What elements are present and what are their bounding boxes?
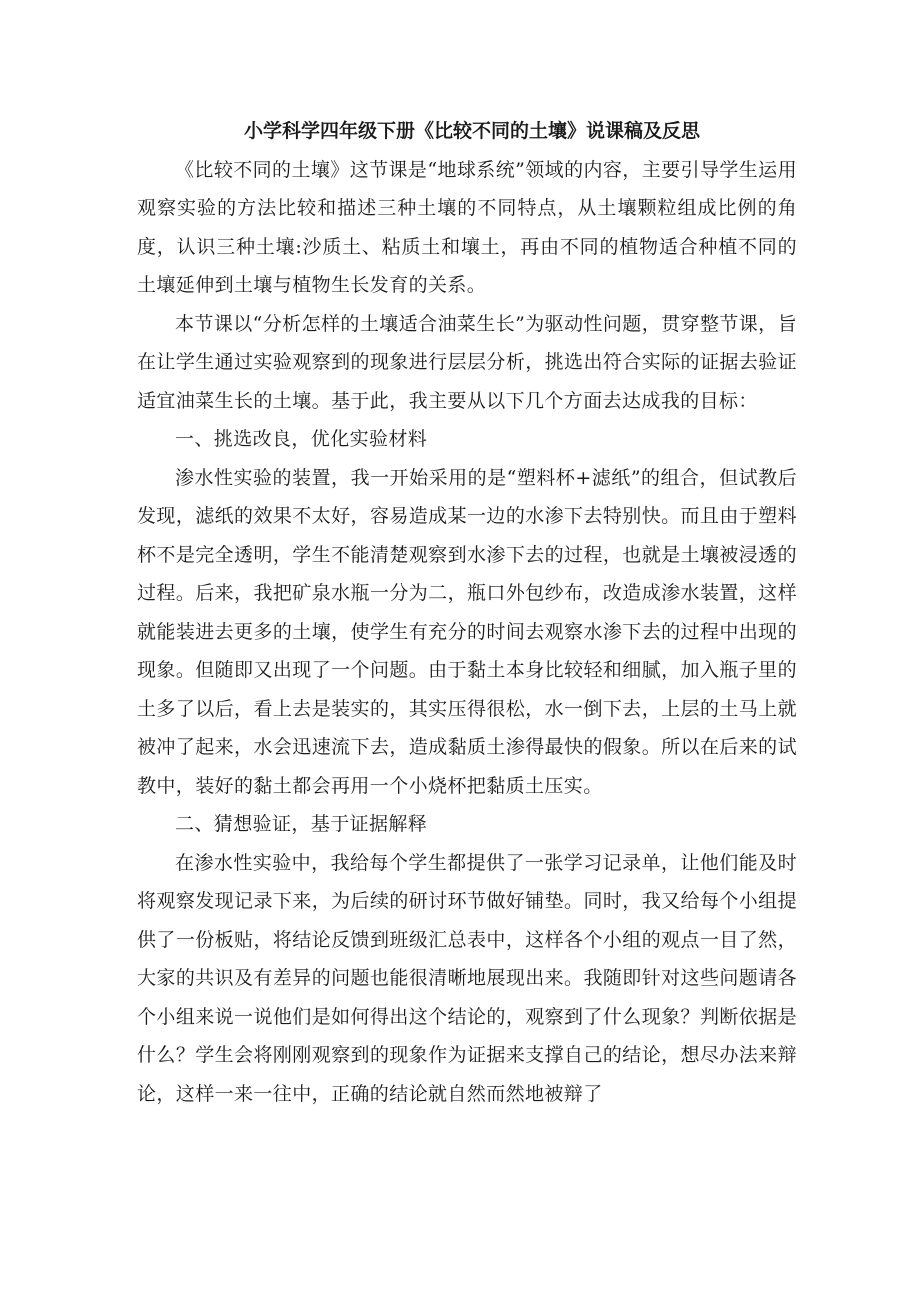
section-heading-2: 二、猜想验证，基于证据解释 [175, 813, 428, 835]
paragraph-materials: 渗水性实验的装置，我一开始采用的是“塑料杯+滤纸”的组合，但试教后发现，滤纸的效果不太好，容易造成某一边的水渗下去特别快。而且由于塑料杯不是完全透明，学生不能清楚观察到水渗下去的过程，也就是土壤被浸透的过程。后来，我把矿泉水瓶一分为二，瓶口外包纱布，改造成渗水装置，这样就能装进去更多的土壤，使学生有充分的时间去观察水渗下去的过程中出现的现象。但随即又出现了一个问题。由于黏土本身比较轻和细腻，加入瓶子里的土多了以后，看上去是装实的，其实压得很松，水一倒下去，上层的土马上就被冲了起来，水会迅速流下去，造成黏质土渗得最快的假象。所以在后来的试教中，装好的黏土都会再用一个小烧杯把黏质土压实。 [137, 466, 797, 797]
paragraph-driving-question: 本节课以“分析怎样的土壤适合油菜生长”为驱动性问题，贯穿整节课，旨在让学生通过实验观察到的现象进行层层分析，挑选出符合实际的证据去验证适宜油菜生长的土壤。基于此，我主要从以下几个方面去达成我的目标： [137, 312, 797, 412]
paragraph-intro: 《比较不同的土壤》这节课是“地球系统”领域的内容，主要引导学生运用观察实验的方法比较和描述三种土壤的不同特点，从土壤颗粒组成比例的角度，认识三种土壤:沙质土、粘质土和壤土，再由不同的植物适合种植不同的土壤延伸到土壤与植物生长发育的关系。 [137, 158, 797, 296]
paragraph-evidence: 在渗水性实验中，我给每个学生都提供了一张学习记录单，让他们能及时将观察发现记录下来，为后续的研讨环节做好铺垫。同时，我又给每个小组提供了一份板贴，将结论反馈到班级汇总表中，这样各个小组的观点一目了然，大家的共识及有差异的问题也能很清晰地展现出来。我随即针对这些问题请各个小组来说一说他们是如何得出这个结论的，观察到了什么现象？判断依据是什么？学生会将刚刚观察到的现象作为证据来支撑自己的结论，想尽办法来辩论，这样一来一往中，正确的结论就自然而然地被辩了 [137, 851, 797, 1105]
document-body [137, 112, 797, 1113]
section-heading-1: 一、挑选改良，优化实验材料 [175, 428, 428, 450]
document-title: 小学科学四年级下册《比较不同的土壤》说课稿及反思 [243, 120, 700, 142]
